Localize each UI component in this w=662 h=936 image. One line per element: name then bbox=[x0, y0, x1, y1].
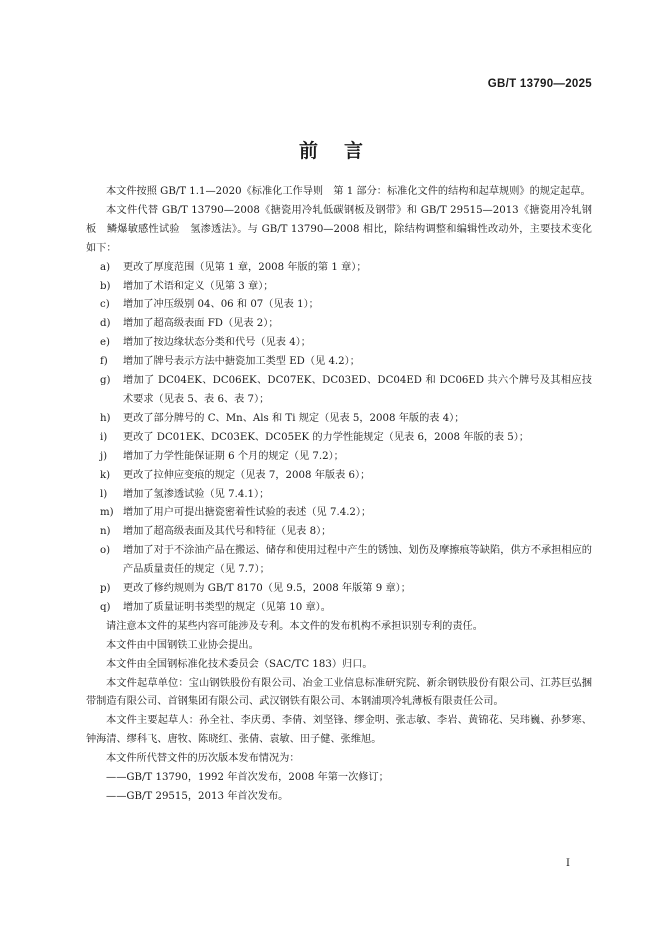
list-item-label: i) bbox=[100, 431, 108, 443]
list-item-text: 更改了修约规则为 GB/T 8170（见 9.5，2008 年版第 9 章）； bbox=[123, 583, 411, 595]
list-item-text: 增加了力学性能保证期 6 个月的规定（见 7.2）； bbox=[123, 450, 344, 462]
list-item-text: 增加了氢渗透试验（见 7.4.1）； bbox=[123, 488, 270, 500]
history-item: ——GB/T 29515，2013 年首次发布。 bbox=[106, 791, 289, 802]
list-item-label: b) bbox=[100, 280, 111, 292]
list-item-text: 增加了超高级表面 FD（见表 2）； bbox=[123, 318, 279, 330]
list-item-label: j) bbox=[100, 450, 108, 462]
list-item bbox=[86, 278, 592, 297]
committee-statement: 本文件由全国钢标准化技术委员会（SAC/TC 183）归口。 bbox=[106, 658, 373, 670]
list-item-label: h) bbox=[100, 412, 111, 424]
list-item bbox=[86, 486, 592, 505]
list-item bbox=[86, 259, 592, 278]
list-item-label: p) bbox=[100, 583, 111, 595]
list-item bbox=[86, 410, 592, 429]
list-item-text: 增加了按边缘状态分类和代号（见表 4）； bbox=[123, 337, 311, 349]
list-item bbox=[86, 296, 592, 315]
foreword-body bbox=[86, 183, 592, 807]
list-item-text: 更改了 DC01EK、DC03EK、DC05EK 的力学性能规定（见表 6，2008 年版的表 5）； bbox=[123, 431, 530, 443]
list-item-label: l) bbox=[100, 488, 108, 500]
drafters: 本文件主要起草人：孙全社、李庆勇、李倩、刘坚锋、缪金明、张志敏、李岩、黄锦花、吴玮巍、孙梦寒、钟海清、缪科飞、唐牧、陈晓红、张倩、袁敏、田子健、张维旭。 bbox=[86, 715, 592, 746]
history-intro: 本文件所代替文件的历次版本发布情况为： bbox=[106, 753, 300, 765]
list-item-text: 更改了拉伸应变痕的规定（见表 7，2008 年版表 6）； bbox=[123, 469, 371, 481]
list-item-text: 增加了对于不涂油产品在搬运、储存和使用过程中产生的锈蚀、划伤及摩擦痕等缺陷，供方不承担相应的产品质量责任的规定（见 7.7）； bbox=[123, 545, 592, 576]
list-item-label: m) bbox=[100, 507, 114, 519]
list-item bbox=[86, 599, 592, 618]
list-item-label: e) bbox=[100, 337, 111, 349]
standard-code: GB/T 13790—2025 bbox=[487, 78, 592, 90]
list-item-label: g) bbox=[100, 375, 111, 387]
drafting-rule-paragraph: 本文件按照 GB/T 1.1—2020《标准化工作导则 第 1 部分：标准化文件的结构和起草规则》的规定起草。 bbox=[106, 186, 591, 197]
list-item bbox=[86, 580, 592, 599]
list-item bbox=[86, 467, 592, 486]
list-item bbox=[86, 315, 592, 334]
list-item-text: 增加了术语和定义（见第 3 章）； bbox=[123, 280, 274, 292]
list-item-text: 增加了超高级表面及其代号和特征（见表 8）； bbox=[123, 526, 332, 538]
list-item-text: 更改了厚度范围（见第 1 章，2008 年版的第 1 章）； bbox=[123, 261, 367, 273]
list-item-label: n) bbox=[100, 526, 111, 538]
list-item bbox=[86, 542, 592, 580]
list-item-text: 增加了质量证明书类型的规定（见第 10 章）。 bbox=[123, 601, 331, 613]
history-item: ——GB/T 13790，1992 年首次发布，2008 年第一次修订； bbox=[106, 772, 389, 784]
list-item bbox=[86, 504, 592, 523]
list-item-label: q) bbox=[100, 601, 111, 613]
page-number: I bbox=[566, 858, 570, 869]
list-item-label: k) bbox=[100, 469, 111, 481]
changes-list bbox=[86, 259, 592, 618]
list-item bbox=[86, 429, 592, 448]
list-item-label: o) bbox=[100, 545, 111, 557]
list-item-text: 增加了牌号表示方法中搪瓷加工类型 ED（见 4.2）； bbox=[123, 356, 360, 368]
list-item-text: 增加了冲压级别 04、06 和 07（见表 1）； bbox=[123, 299, 319, 311]
patent-notice: 请注意本文件的某些内容可能涉及专利。本文件的发布机构不承担识别专利的责任。 bbox=[106, 620, 483, 632]
page-title: 前言 bbox=[298, 140, 389, 162]
drafting-units: 本文件起草单位：宝山钢铁股份有限公司、冶金工业信息标准研究院、新余钢铁股份有限公司、江苏巨弘捆带制造有限公司、首钢集团有限公司、武汉钢铁有限公司、本钢浦项冷轧薄板有限责任公司。 bbox=[86, 677, 592, 708]
list-item bbox=[86, 372, 592, 410]
list-item bbox=[86, 523, 592, 542]
replacement-paragraph: 本文件代替 GB/T 13790—2008《搪瓷用冷轧低碳钢板及钢带》和 GB/T 29515—2013《搪瓷用冷轧钢板 鳞爆敏感性试验 氢渗透法》。与 GB/T 13790—2008 相比，除结构调整和编辑性改动外，主要技术变化如下： bbox=[86, 204, 592, 254]
proposer-statement: 本文件由中国钢铁工业协会提出。 bbox=[106, 639, 259, 651]
list-item-text: 更改了部分牌号的 C、Mn、Als 和 Ti 规定（见表 5，2008 年版的表 4）； bbox=[123, 412, 465, 424]
list-item-label: d) bbox=[100, 318, 111, 330]
list-item-label: f) bbox=[100, 356, 108, 368]
list-item-text: 增加了用户可提出搪瓷密着性试验的表述（见 7.4.2）； bbox=[123, 507, 372, 519]
list-item-label: c) bbox=[100, 299, 110, 311]
list-item-label: a) bbox=[100, 261, 111, 273]
list-item bbox=[86, 353, 592, 372]
list-item bbox=[86, 334, 592, 353]
list-item bbox=[86, 448, 592, 467]
list-item-text: 增加了 DC04EK、DC06EK、DC07EK、DC03ED、DC04ED 和 DC06ED 共六个牌号及其相应技术要求（见表 5、表 6、表 7）； bbox=[123, 375, 592, 405]
